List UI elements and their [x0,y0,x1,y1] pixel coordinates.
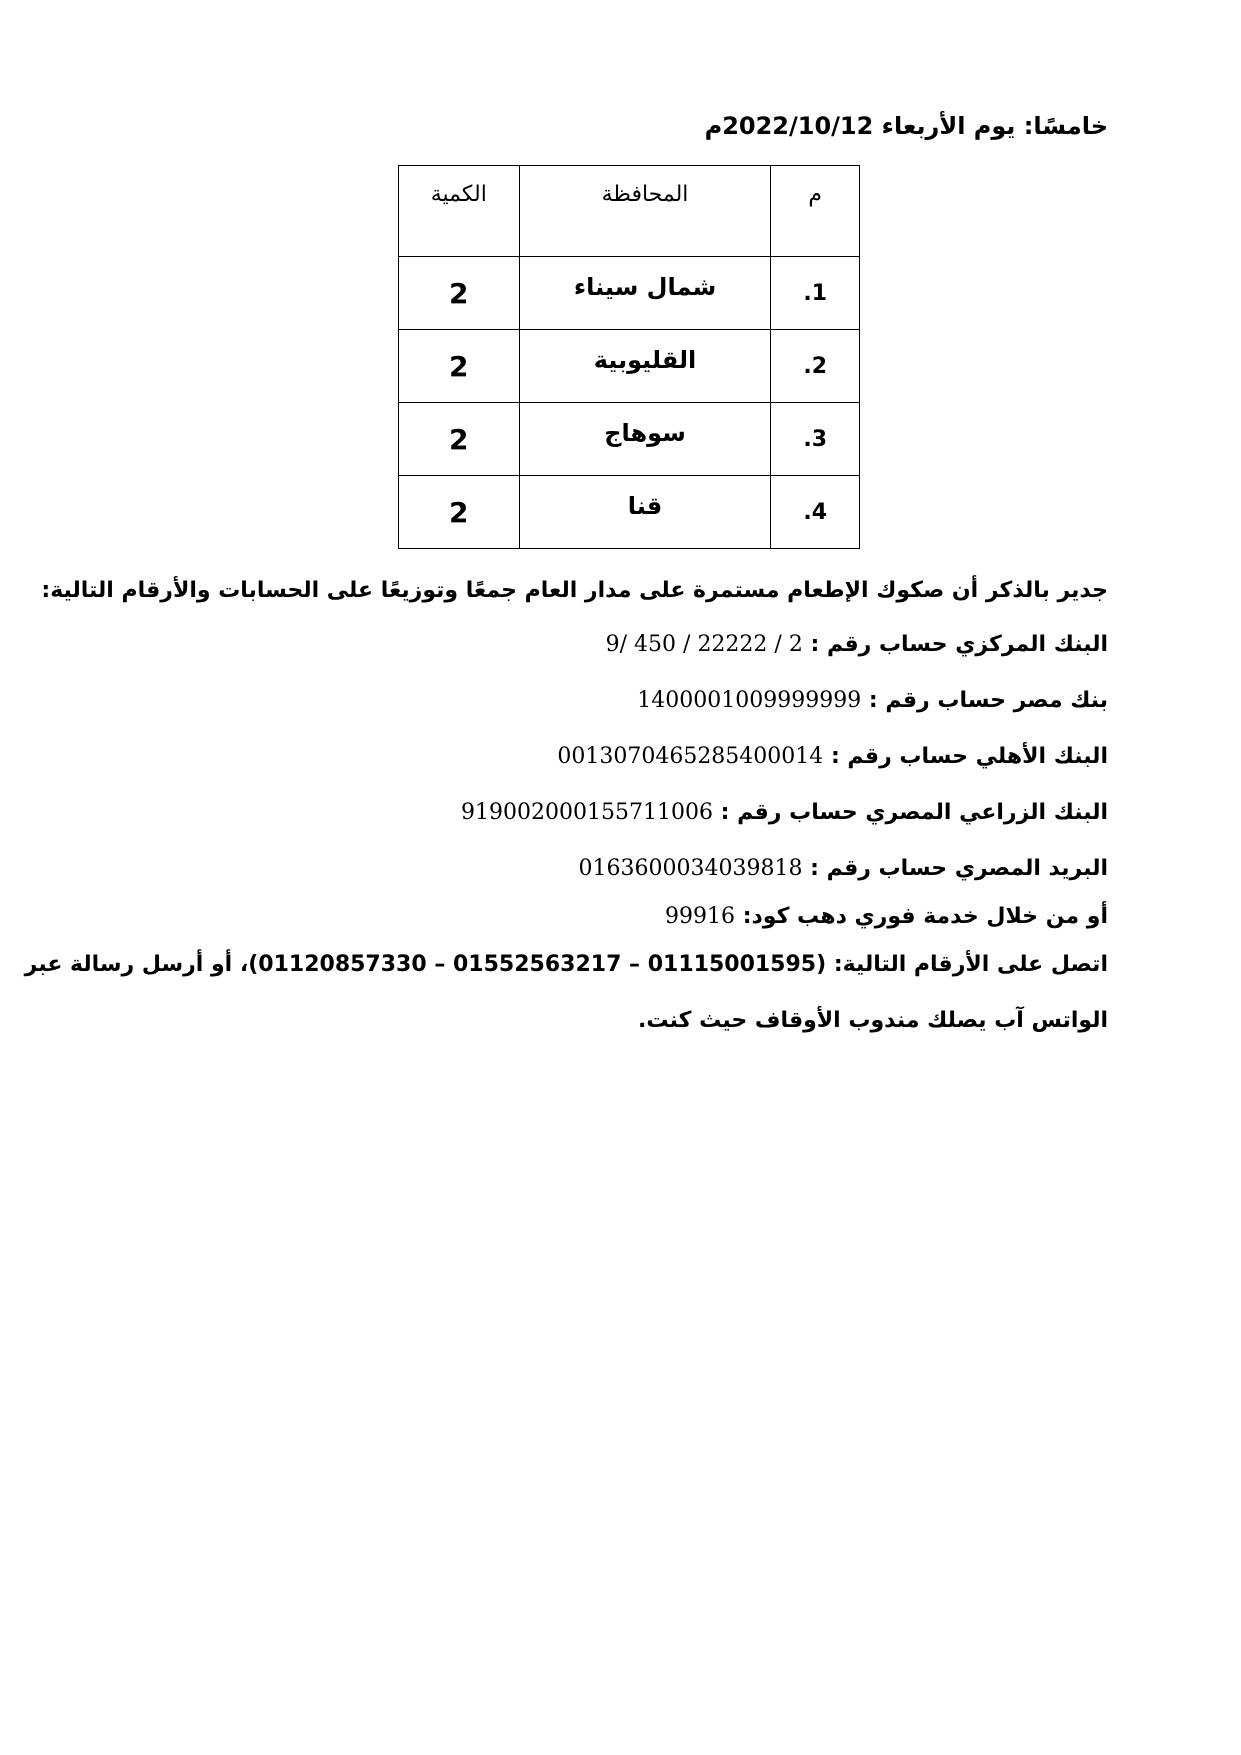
account-number: 2 / 22222 / 450 /9 [605,632,803,657]
intro-paragraph: جدير بالذكر أن صكوك الإطعام مستمرة على مدار العام جمعًا وتوزيعًا على الحسابات والأرقام التالية: [41,578,1108,603]
header-quantity: الكمية [399,166,520,257]
table-header-row [399,166,860,257]
account-line-egypt-post [579,856,1109,881]
row-index: .1 [771,257,860,330]
table-row [399,476,860,549]
row-index: .3 [771,403,860,476]
governorate-name: القليوبية [593,346,697,374]
contact-line: اتصل على الأرقام التالية: (01115001595 – 01552563217 – 01120857330)، أو أرسل رسالة عبر [24,952,1108,977]
row-quantity: 2 [399,403,520,476]
row-index: .2 [771,330,860,403]
row-index: .4 [771,476,860,549]
section-heading: خامسًا: يوم الأربعاء 2022/10/12م [704,112,1108,140]
governorate-name: سوهاج [604,419,686,447]
table-row [399,330,860,403]
account-line-central-bank [606,632,1108,657]
contact-line-continued: الواتس آب يصلك مندوب الأوقاف حيث كنت. [638,1008,1108,1033]
account-number: 919002000155711006 [461,800,713,825]
account-label: بنك مصر حساب رقم : [861,688,1108,713]
account-number: 0163600034039818 [578,856,803,881]
account-label: أو من خلال خدمة فوري دهب كود: [735,904,1108,929]
governorate-name: شمال سيناء [573,273,717,301]
account-number: 0013070465285400014 [557,744,824,769]
account-label: البنك الزراعي المصري حساب رقم : [713,800,1108,825]
account-label: البنك المركزي حساب رقم : [802,632,1108,657]
row-quantity: 2 [399,257,520,330]
account-number: 99916 [665,904,736,929]
account-line-national-bank [557,744,1108,769]
account-label: البريد المصري حساب رقم : [802,856,1108,881]
header-governorate: المحافظة [519,166,771,257]
account-label: البنك الأهلي حساب رقم : [823,744,1108,769]
governorate-name: قنا [627,492,663,520]
table-row [399,403,860,476]
row-quantity: 2 [399,476,520,549]
row-governorate [519,476,771,549]
row-governorate [519,257,771,330]
account-line-banque-misr [637,688,1108,713]
account-line-fawry [665,904,1108,929]
row-quantity: 2 [399,330,520,403]
header-index: م [771,166,860,257]
row-governorate [519,403,771,476]
table-row [399,257,860,330]
distribution-table [398,165,860,549]
row-governorate [519,330,771,403]
account-line-agricultural-bank [461,800,1108,825]
account-number: 1400001009999999 [637,688,862,713]
